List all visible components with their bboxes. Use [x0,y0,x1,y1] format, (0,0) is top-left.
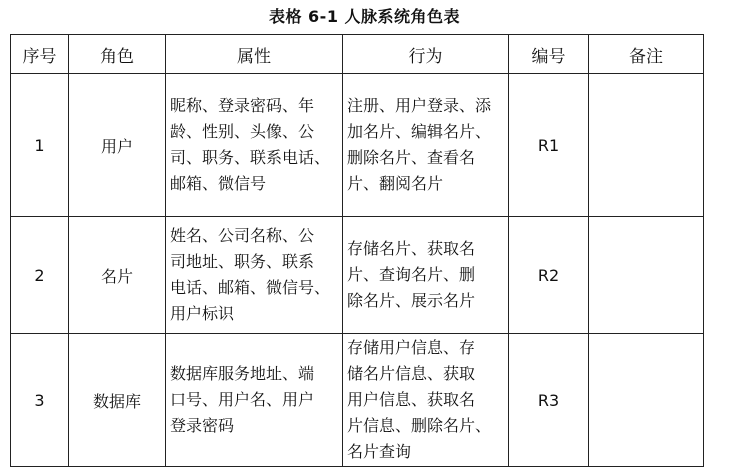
behavior-line: 名片查询 [347,442,412,461]
attribute-line: 龄、性别、头像、公 [170,122,315,141]
cell-attributes [166,334,343,467]
table-caption: 表格 6-1 人脉系统角色表 [268,7,461,26]
cell-attributes [166,217,343,334]
behavior-line: 片信息、删除名片、 [347,416,492,435]
header-code: 编号 [509,35,589,74]
table-row [11,334,704,467]
cell-role: 名片 [69,217,166,334]
cell-note [589,74,704,217]
cell-attributes [166,74,343,217]
behavior-line: 存储用户信息、存 [347,338,476,357]
table-row [11,217,704,334]
header-index: 序号 [11,35,69,74]
cell-note [589,334,704,467]
cell-note [589,217,704,334]
cell-role: 用户 [69,74,166,217]
attribute-line: 姓名、公司名称、公 [170,226,315,245]
cell-role: 数据库 [69,334,166,467]
cell-index: 2 [11,217,69,334]
cell-behaviors [343,74,509,217]
attribute-line: 数据库服务地址、端 [170,364,315,383]
behavior-line: 注册、用户登录、添 [347,96,492,115]
attribute-line: 电话、邮箱、微信号、 [170,278,331,297]
header-note: 备注 [589,35,704,74]
cell-code: R1 [509,74,589,217]
behavior-line: 加名片、编辑名片、 [347,122,492,141]
role-table [10,34,704,467]
attribute-line: 登录密码 [170,416,235,435]
behavior-line: 除名片、展示名片 [347,291,476,310]
cell-index: 1 [11,74,69,217]
attribute-line: 司地址、职务、联系 [170,252,315,271]
behavior-line: 片、翻阅名片 [347,174,444,193]
cell-code: R3 [509,334,589,467]
attribute-line: 邮箱、微信号 [170,174,267,193]
header-attributes: 属性 [166,35,343,74]
behavior-line: 用户信息、获取名 [347,390,476,409]
table-row [11,74,704,217]
behavior-line: 储名片信息、获取 [347,364,476,383]
header-behaviors: 行为 [343,35,509,74]
behavior-line: 删除名片、查看名 [347,148,476,167]
cell-index: 3 [11,334,69,467]
attribute-line: 用户标识 [170,304,235,323]
cell-code: R2 [509,217,589,334]
attribute-line: 昵称、登录密码、年 [170,96,315,115]
header-row [11,35,704,74]
attribute-line: 司、职务、联系电话、 [170,148,331,167]
behavior-line: 片、查询名片、删 [347,265,476,284]
header-role: 角色 [69,35,166,74]
cell-behaviors [343,334,509,467]
attribute-line: 口号、用户名、用户 [170,390,315,409]
cell-behaviors [343,217,509,334]
behavior-line: 存储名片、获取名 [347,239,476,258]
